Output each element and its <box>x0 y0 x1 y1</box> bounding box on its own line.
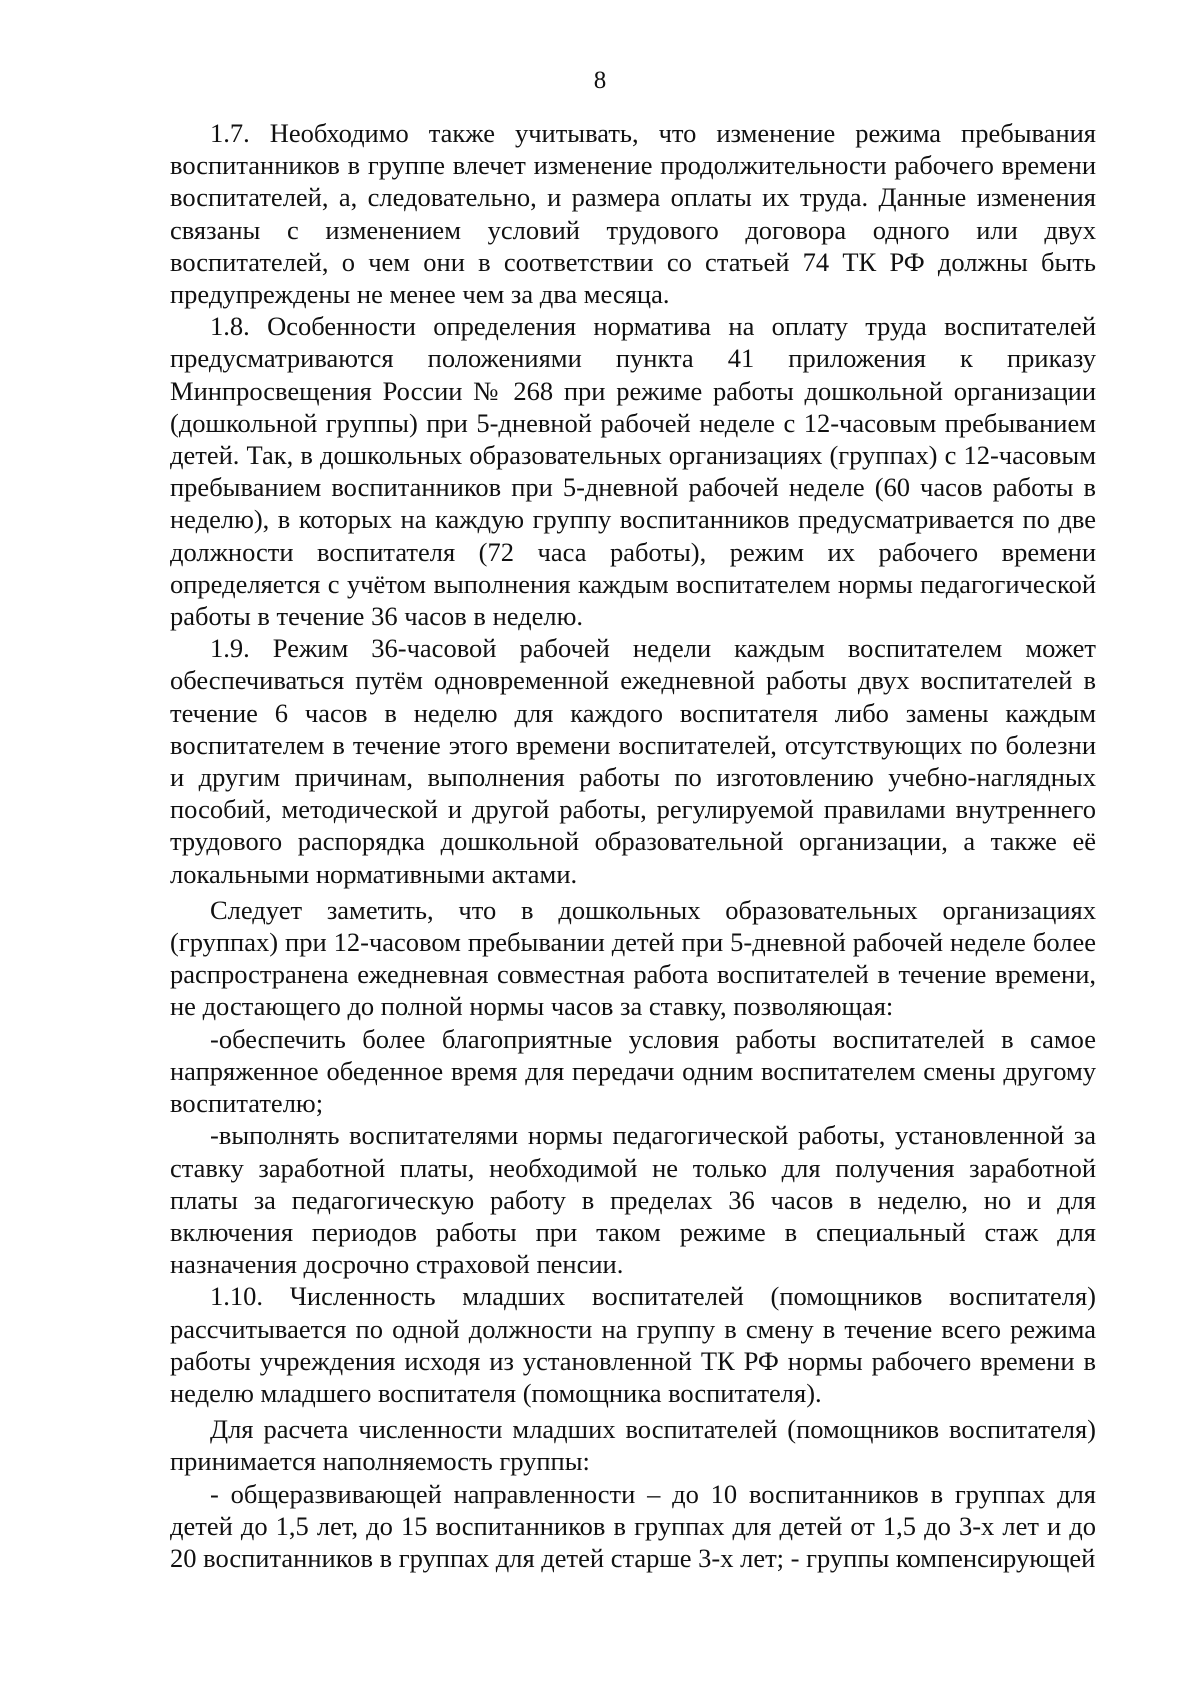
page-number: 8 <box>593 67 607 94</box>
paragraph-1-10: 1.10. Численность младших воспитателей (помощников воспитателя) рассчитывается по одной должности на группу в смену в течение всего режима работы учреждения исходя из установленной ТК РФ нормы рабочего времени в неделю младшего воспитателя (помощника воспитателя). <box>170 1281 1096 1408</box>
paragraph-1-9: 1.9. Режим 36-часовой рабочей недели каждым воспитателем может обеспечиваться путём одновременной ежедневной работы двух воспитателей в течение 6 часов в неделю для каждого воспитателя либо замены каждым воспитателем в течение этого времени воспитателей, отсутствующих по болезни и другим причинам, выполнения работы по изготовлению учебно-наглядных пособий, методической и другой работы, регулируемой правилами внутреннего трудового распорядка дошкольной образовательной организации, а также её локальными нормативными актами. <box>170 633 1096 889</box>
paragraph-1-7: 1.7. Необходимо также учитывать, что изменение режима пребывания воспитанников в группе влечет изменение продолжительности рабочего времени воспитателей, а, следовательно, и размера оплаты их труда. Данные изменения связаны с изменением условий трудового договора одного или двух воспитателей, о чем они в соответствии со статьей 74 ТК РФ должны быть предупреждены не менее чем за два месяца. <box>170 118 1096 310</box>
list-item-general-groups: - общеразвивающей направленности – до 10 воспитанников в группах для детей до 1,5 лет, до 15 воспитанников в группах для детей от 1,5 до 3-х лет и до 20 воспитанников в группах для детей старше 3-х лет; - группы компенсирующей <box>170 1478 1096 1573</box>
paragraph-group-fill: Для расчета численности младших воспитателей (помощников воспитателя) принимается наполняемость группы: <box>170 1414 1096 1477</box>
paragraph-note: Следует заметить, что в дошкольных образовательных организациях (группах) при 12-часовом пребывании детей при 5-дневной рабочей неделе более распространена ежедневная совместная работа воспитателей в течение времени, не достающего до полной нормы часов за ставку, позволяющая: <box>170 894 1096 1022</box>
document-body <box>170 117 1096 1574</box>
paragraph-1-8: 1.8. Особенности определения норматива на оплату труда воспитателей предусматриваются положениями пункта 41 приложения к приказу Минпросвещения России № 268 при режиме работы дошкольной организации (дошкольной группы) при 5-дневной рабочей неделе с 12-часовым пребыванием детей. Так, в дошкольных образовательных организациях (группах) с 12-часовым пребыванием воспитанников при 5-дневной рабочей неделе (60 часов работы в неделю), в которых на каждую группу воспитанников предусматривается по две должности воспитателя (72 часа работы), режим их рабочего времени определяется с учётом выполнения каждым воспитателем нормы педагогической работы в течение 36 часов в неделю. <box>170 311 1096 632</box>
list-item-pedagogical-norm: -выполнять воспитателями нормы педагогической работы, установленной за ставку заработной платы, необходимой не только для получения заработной платы за педагогическую работу в пределах 36 часов в неделю, но и для включения периодов работы при таком режиме в специальный стаж для назначения досрочно страховой пенсии. <box>170 1120 1096 1280</box>
list-item-dinner-time: -обеспечить более благоприятные условия работы воспитателей в самое напряженное обеденное время для передачи одним воспитателем смены другому воспитателю; <box>170 1023 1096 1119</box>
